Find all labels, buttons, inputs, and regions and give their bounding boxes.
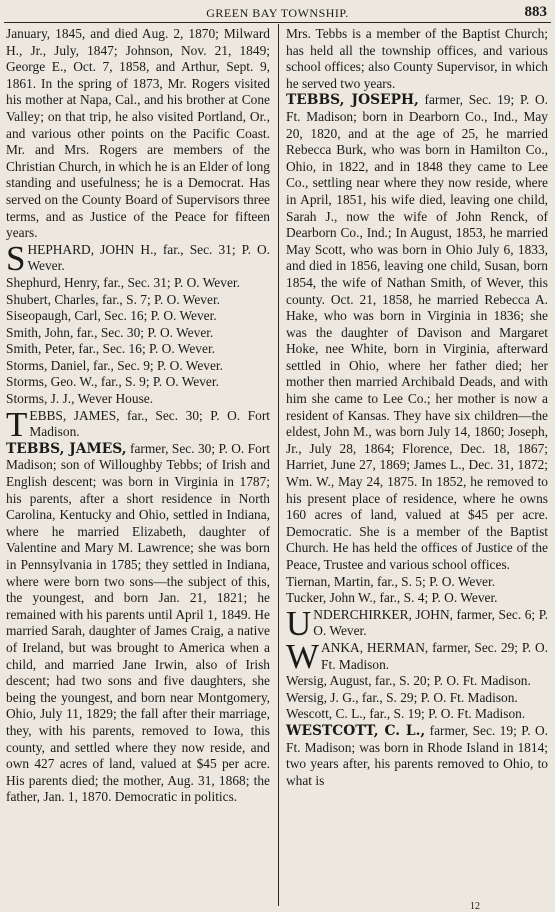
bio-name: TEBBS, JOSEPH, <box>286 92 419 109</box>
running-header <box>0 4 555 22</box>
directory-entry: Shubert, Charles, far., S. 7; P. O. Wever. <box>6 291 221 307</box>
entry-text: EBBS, JAMES, far., Sec. 30; P. O. Fort Madison. <box>29 407 270 440</box>
column-divider <box>278 24 279 906</box>
entry-shephard-john <box>6 238 270 278</box>
biography-tebbs-james <box>6 441 270 806</box>
directory-entry: Siseopaugh, Carl, Sec. 16; P. O. Wever. <box>6 308 217 324</box>
bio-text: farmer, Sec. 19; P. O. Ft. Madison; was born in Rhode Island in 1814; two years after, his parents removed to Ohio, to what is <box>286 722 548 788</box>
directory-entry: Wescott, C. L., far., S. 19; P. O. Ft. Madison. <box>286 706 526 722</box>
biography-tebbs-joseph <box>286 92 548 573</box>
bio-name: TEBBS, JAMES, <box>6 440 127 457</box>
entry-wanka <box>286 636 548 676</box>
bio-name: WESTCOTT, C. L., <box>286 722 426 739</box>
biography-westcott <box>286 723 548 789</box>
entry-text: ANKA, HERMAN, farmer, Sec. 29; P. O. Ft. Madison. <box>321 639 548 672</box>
left-column <box>6 26 270 906</box>
tebbs-continuation: Mrs. Tebbs is a member of the Baptist Church; has held all the township offices, and various school offices; also County Supervisor, in which he served two years. <box>286 26 548 91</box>
directory-entry: Smith, Peter, far., Sec. 16; P. O. Wever. <box>6 341 216 357</box>
drop-cap: W <box>286 636 320 676</box>
header-rule <box>4 22 551 23</box>
drop-cap: T <box>6 404 28 444</box>
directory-entry: Tiernan, Martin, far., S. 5; P. O. Wever. <box>286 573 496 589</box>
right-column <box>286 26 548 906</box>
directory-entry: Storms, J. J., Wever House. <box>6 391 154 407</box>
directory-entry: Smith, John, far., Sec. 30; P. O. Wever. <box>6 324 214 340</box>
bio-text: farmer, Sec. 30; P. O. Fort Madison; son of Willoughby Tebbs; of Irish and English descent; was born in Virginia in 1787; his parents, after a short residence in North Carolina, Kentucky and Ohio, settled in Indiana, where he married Elizabeth, daughter of Valentine and Mary M. Lawrence; she was born in Pennsylvania in 1785; they settled in Indiana, where were born two sons—the subject of this, the youngest, and born Jan. 21, 1821; he remained with his parents until April 1, 1849. He married Sarah, daughter of James Craig, a native of Ireland, but was brought to America when a child, and married Jane Irwin, also of Irish descent; had two sons and five daughters, she being the youngest, and born near Montgomery, Ohio, July 11, 1829; the fall after their marriage, they, with his parents, removed to Iowa, this county, and settled where they now reside, and own 427 acres of land, valued at $45 per acre. His parents died; the mother, Aug. 31, 1868; the father, Jan. 1, 1870. Democratic in politics. <box>6 440 270 805</box>
entry-underchirker <box>286 603 548 643</box>
entry-text: HEPHARD, JOHN H., far., Sec. 31; P. O. Wever. <box>27 241 270 274</box>
entry-text: NDERCHIRKER, JOHN, farmer, Sec. 6; P. O. Wever. <box>313 606 548 639</box>
drop-cap: S <box>6 238 26 278</box>
entry-tebbs-james <box>6 404 270 444</box>
directory-entry: Tucker, John W., far., S. 4; P. O. Wever. <box>286 590 498 606</box>
directory-entry: Storms, Geo. W., far., S. 9; P. O. Wever. <box>6 374 219 390</box>
rogers-continuation: January, 1845, and died Aug. 2, 1870; Milward H., Jr., July, 1847; Johnson, Nov. 21, 1849; George E., Oct. 7, 1858, and Arthur, Sept. 9, 1861. In the spring of 1873, Mr. Rogers visited his mother at Napa, Cal., and his brother at Cone Valley; on that trip, he also visited Portland, Or., and various other points on the Pacific Coast. Mr. and Mrs. Rogers are members of the Christian Church, in which he is an Elder of long standing and usefulness; he is a Democrat. Has served on the County Board of Supervisors three terms, and as Justice of the Peace for fifteen years. <box>6 26 270 241</box>
directory-entry: Wersig, August, far., S. 20; P. O. Ft. Madison. <box>286 673 531 689</box>
signature-mark: 12 <box>470 901 480 912</box>
directory-entry: Shephurd, Henry, far., Sec. 31; P. O. Wever. <box>6 274 240 290</box>
directory-entry: Storms, Daniel, far., Sec. 9; P. O. Wever. <box>6 357 223 373</box>
page-number: 883 <box>524 4 547 20</box>
bio-text: farmer, Sec. 19; P. O. Ft. Madison; born in Dearborn Co., Ind., May 20, 1820, and at the age of 25, he married Rebecca Burk, who was born in Hamilton Co., Ohio, in 1822, and in 1848 they came to Lee Co., settling near where they now reside, where in April, 1851, his wife died, leaving one child, Sarah J., now the wife of John Renck, of Dearborn Co., Ind.; In August, 1853, he married May Scott, who was born in Ohio July 6, 1833, and died in 1856, leaving one child, Susan, born 1854, the wife of Nathan Smith, of Wever, this county. Oct. 21, 1858, he married Rebecca A. Hake, who was born in Virginia in 1836; she was the daughter of Davison and Margaret Hoke, nee White, born in Virginia, afterward settled in Ohio, where her father died; her mother then married Archibald Deads, and with him she came to Lee Co.; her mother is now a resident of Kansas. They have six children—the eldest, John M., was born July 14, 1860; Joseph, Jr., July 28, 1864; Florence, Dec. 18, 1867; Harriet, June 27, 1869; James L., Dec. 31, 1872; Wm. W., May 24, 1875. In 1852, he removed to his present place of residence, where he owns 160 acres of land, valued at $45 per acre. Democratic. She is a member of the Baptist Church. He has held the offices of Justice of the Peace, Trustee and various school offices. <box>286 92 548 572</box>
directory-entry: Wersig, J. G., far., S. 29; P. O. Ft. Madison. <box>286 689 518 705</box>
drop-cap: U <box>286 603 312 643</box>
township-title: GREEN BAY TOWNSHIP. <box>206 6 349 20</box>
